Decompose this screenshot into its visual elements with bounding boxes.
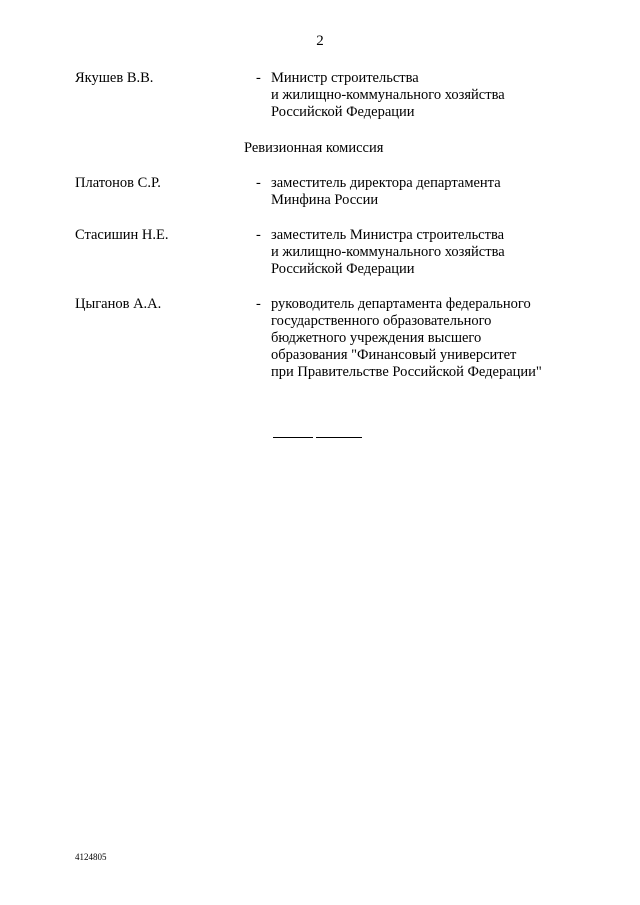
- member-name: Якушев В.В.: [75, 70, 154, 86]
- position-line: руководитель департамента федерального: [271, 296, 531, 312]
- document-code: 4124805: [75, 852, 107, 862]
- dash-separator: -: [256, 227, 261, 243]
- page-number: 2: [316, 33, 324, 49]
- member-position: [271, 296, 542, 381]
- end-rule-left: [273, 437, 313, 438]
- dash-separator: -: [256, 70, 261, 86]
- position-line: образования "Финансовый университет: [271, 347, 517, 363]
- member-position: [271, 175, 501, 209]
- dash-separator: -: [256, 296, 261, 312]
- position-line: Российской Федерации: [271, 104, 415, 120]
- position-line: и жилищно-коммунального хозяйства: [271, 87, 505, 103]
- position-line: заместитель директора департамента: [271, 175, 501, 191]
- position-line: и жилищно-коммунального хозяйства: [271, 244, 505, 260]
- member-name: Стасишин Н.Е.: [75, 227, 169, 243]
- member-name: Платонов С.Р.: [75, 175, 161, 191]
- position-line: Министр строительства: [271, 70, 419, 86]
- position-line: государственного образовательного: [271, 313, 492, 329]
- dash-separator: -: [256, 175, 261, 191]
- position-line: при Правительстве Российской Федерации": [271, 364, 542, 380]
- member-name: Цыганов А.А.: [75, 296, 162, 312]
- member-position: [271, 227, 505, 278]
- position-line: Минфина России: [271, 192, 379, 208]
- section-heading: Ревизионная комиссия: [244, 140, 384, 156]
- position-line: заместитель Министра строительства: [271, 227, 505, 243]
- member-position: [271, 70, 505, 121]
- end-rule-right: [316, 437, 362, 438]
- position-line: Российской Федерации: [271, 261, 415, 277]
- position-line: бюджетного учреждения высшего: [271, 330, 482, 346]
